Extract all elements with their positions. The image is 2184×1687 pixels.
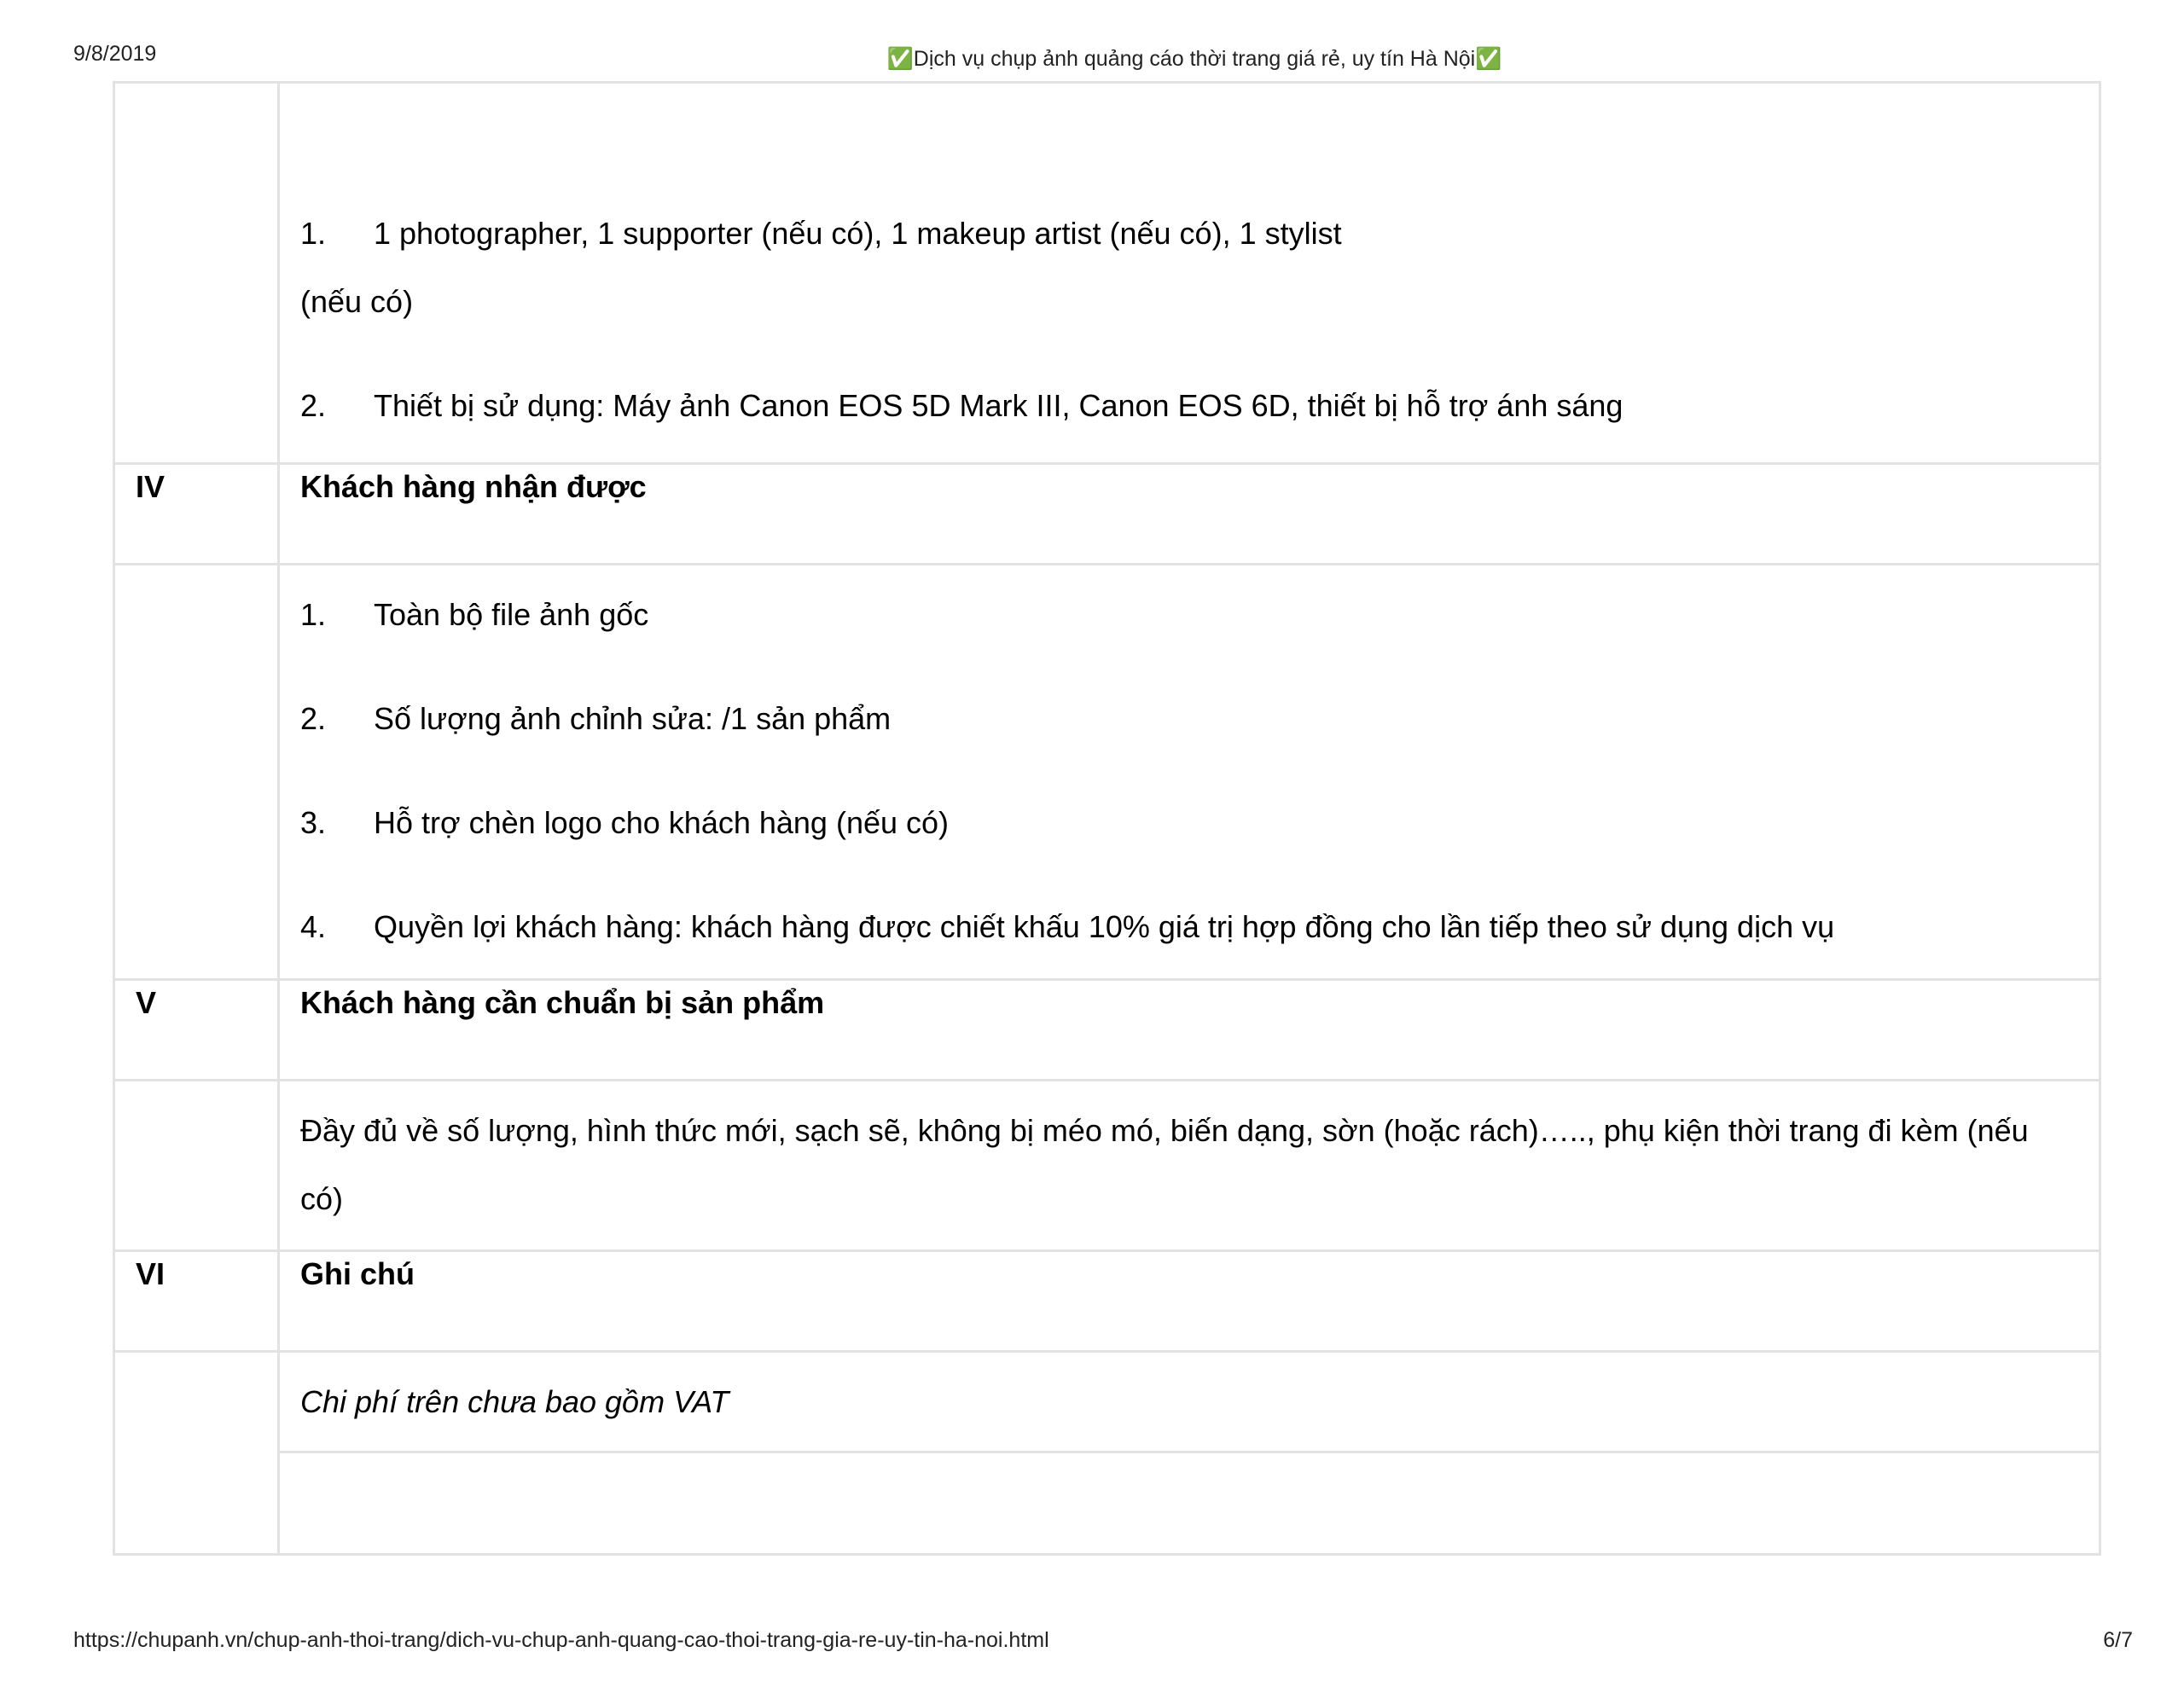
- note-text: Chi phí trên chưa bao gồm VAT: [279, 1352, 2100, 1452]
- section-heading: Khách hàng cần chuẩn bị sản phẩm: [279, 980, 2100, 1081]
- content-cell: [279, 1081, 2100, 1251]
- section-heading: Khách hàng nhận được: [279, 464, 2100, 565]
- section-heading: Ghi chú: [279, 1251, 2100, 1352]
- print-source-url: https://chupanh.vn/chup-anh-thoi-trang/dich-vu-chup-anh-quang-cao-thoi-trang-gia-re-uy-tin-ha-noi.html: [73, 1628, 1049, 1652]
- list-index: 4.: [300, 909, 327, 944]
- numeral-cell: [114, 1081, 279, 1251]
- table-row: [114, 565, 2100, 980]
- list-text: Thiết bị sử dụng: Máy ảnh Canon EOS 5D Mark III, Canon EOS 6D, thiết bị hỗ trợ ánh sáng: [374, 388, 1623, 423]
- print-date: 9/8/2019: [73, 42, 157, 66]
- list-item: [300, 384, 2078, 428]
- content-cell: [279, 83, 2100, 464]
- section-numeral: V: [114, 980, 279, 1081]
- list-text-continuation: (nếu có): [300, 284, 414, 319]
- service-details-table: [113, 81, 2101, 1556]
- list-index: 1.: [300, 597, 327, 632]
- numeral-cell: [114, 1352, 279, 1555]
- list-index: 1.: [300, 216, 327, 251]
- numeral-cell: [114, 565, 279, 980]
- empty-cell: [279, 1452, 2100, 1555]
- list-item: [300, 697, 2078, 741]
- table-row: [114, 464, 2100, 565]
- numeral-cell: [114, 83, 279, 464]
- list-item: [300, 801, 2078, 845]
- list-text: Hỗ trợ chèn logo cho khách hàng (nếu có): [374, 805, 950, 840]
- list-text: Toàn bộ file ảnh gốc: [374, 597, 649, 632]
- section-numeral: VI: [114, 1251, 279, 1352]
- list-index: 2.: [300, 388, 327, 423]
- table-row: [114, 1251, 2100, 1352]
- list-item: [300, 212, 2078, 256]
- print-page-title: ✅Dịch vụ chụp ảnh quảng cáo thời trang giá rẻ, uy tín Hà Nội✅: [886, 47, 1502, 71]
- section-numeral: IV: [114, 464, 279, 565]
- print-page-number: 6/7: [2103, 1628, 2133, 1652]
- table-row: [114, 1352, 2100, 1452]
- list-text: Quyền lợi khách hàng: khách hàng được chiết khấu 10% giá trị hợp đồng cho lần tiếp theo sử dụng dịch vụ: [374, 909, 1835, 944]
- table-row: [114, 1081, 2100, 1251]
- list-index: 3.: [300, 805, 327, 840]
- list-item: [300, 905, 2078, 949]
- table-row: [114, 1452, 2100, 1555]
- list-item: [300, 593, 2078, 637]
- content-cell: [279, 565, 2100, 980]
- table-row: [114, 83, 2100, 464]
- table-row: [114, 980, 2100, 1081]
- list-text: 1 photographer, 1 supporter (nếu có), 1 makeup artist (nếu có), 1 stylist: [374, 216, 1342, 251]
- list-text: Số lượng ảnh chỉnh sửa: /1 sản phẩm: [374, 701, 892, 736]
- section-body-text: Đầy đủ về số lượng, hình thức mới, sạch sẽ, không bị méo mó, biến dạng, sờn (hoặc rách)….., phụ kiện thời trang đi kèm (nếu có): [300, 1113, 2029, 1216]
- list-index: 2.: [300, 701, 327, 736]
